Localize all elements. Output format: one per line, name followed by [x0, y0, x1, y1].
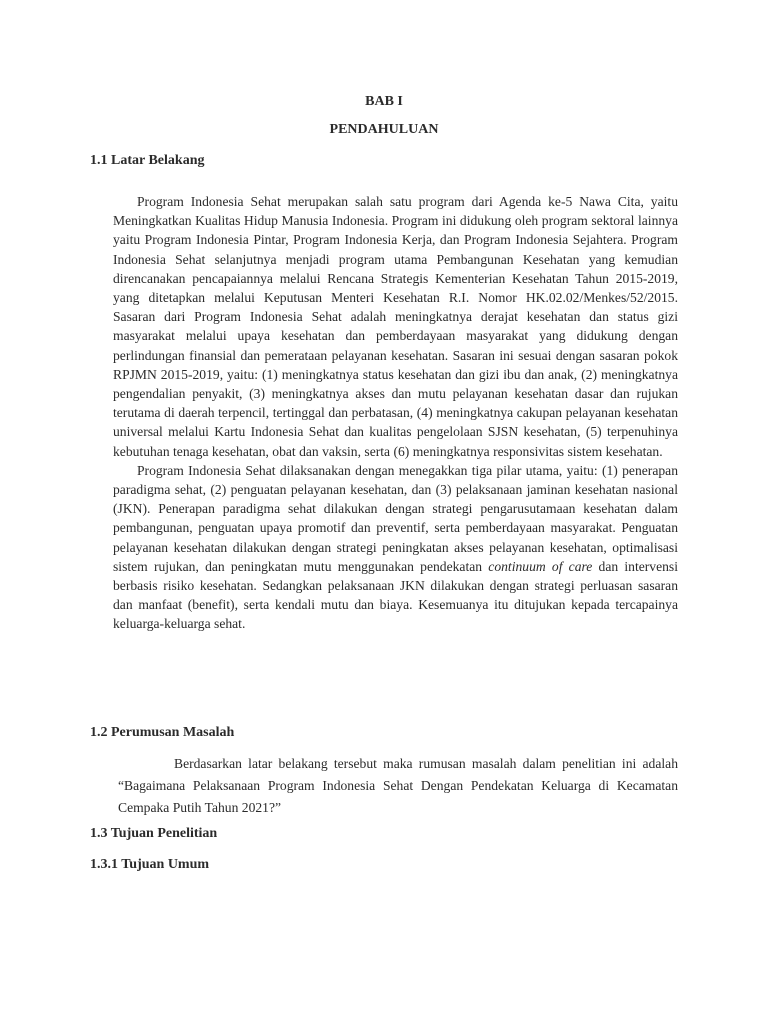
- paragraph-latar-belakang-2: [113, 461, 678, 634]
- chapter-number-text: BAB I: [365, 94, 403, 109]
- section-heading-1-1: 1.1 Latar Belakang: [90, 153, 205, 168]
- paragraph-2-italic-term: continuum of care: [488, 558, 593, 574]
- section-heading-1-3: 1.3 Tujuan Penelitian: [90, 826, 218, 841]
- paragraph-2-text-a: Program Indonesia Sehat dilaksanakan dengan menegakkan tiga pilar utama, yaitu: (1) penerapan paradigma sehat, (2) penguatan pelayanan kesehatan, dan (3) pelaksanaan jaminan kesehatan nasional (JKN). Penerapan paradigma sehat dilakukan dengan strategi pengarusutamaan kesehatan dalam pembangunan, penguatan upaya promotif dan preventif, serta pemberdayaan masyarakat. Penguatan pelayanan kesehatan dilakukan dengan strategi peningkatan akses pelayanan kesehatan, optimalisasi sistem rujukan, dan peningkatan mutu menggunakan pendekatan: [113, 462, 678, 574]
- section-heading-1-3-1: 1.3.1 Tujuan Umum: [90, 857, 210, 872]
- chapter-title: [0, 122, 768, 138]
- paragraph-2-text-b: dan intervensi berbasis risiko kesehatan. Sedangkan pelaksanaan JKN dilakukan dengan strategi perluasan sasaran dan manfaat (benefit), serta kendali mutu dan biaya. Kesemuanya itu ditujukan kepada tercapainya keluarga-keluarga sehat.: [113, 558, 678, 632]
- chapter-title-text: PENDAHULUAN: [329, 122, 439, 137]
- paragraph-perumusan-masalah: Berdasarkan latar belakang tersebut maka rumusan masalah dalam penelitian ini adalah “Bagaimana Pelaksanaan Program Indonesia Sehat Dengan Pendekatan Keluarga di Kecamatan Cempaka Putih Tahun 2021?”: [118, 756, 678, 815]
- section-1-1-body: [113, 192, 678, 634]
- section-heading-1-2: 1.2 Perumusan Masalah: [90, 725, 235, 740]
- paragraph-latar-belakang-1: Program Indonesia Sehat merupakan salah satu program dari Agenda ke-5 Nawa Cita, yaitu Meningkatkan Kualitas Hidup Manusia Indonesia. Program ini didukung oleh program sektoral lainnya yaitu Program Indonesia Pintar, Program Indonesia Kerja, dan Program Indonesia Sejahtera. Program Indonesia Sehat selanjutnya menjadi program utama Pembangunan Kesehatan yang kemudian direncanakan pencapaiannya melalui Rencana Strategis Kementerian Kesehatan Tahun 2015-2019, yang ditetapkan melalui Keputusan Menteri Kesehatan R.I. Nomor HK.02.02/Menkes/52/2015. Sasaran dari Program Indonesia Sehat adalah meningkatnya derajat kesehatan dan status gizi masyarakat melalui upaya kesehatan dan pemberdayaan masyarakat yang didukung dengan perlindungan finansial dan pemerataan pelayanan kesehatan. Sasaran ini sesuai dengan sasaran pokok RPJMN 2015-2019, yaitu: (1) meningkatnya status kesehatan dan gizi ibu dan anak, (2) meningkatnya pengendalian penyakit, (3) meningkatnya akses dan mutu pelayanan kesehatan dasar dan rujukan terutama di daerah terpencil, tertinggal dan perbatasan, (4) meningkatnya cakupan pelayanan kesehatan universal melalui Kartu Indonesia Sehat dan kualitas pengelolaan SJSN kesehatan, (5) terpenuhinya kebutuhan tenaga kesehatan, obat dan vaksin, serta (6) meningkatnya responsivitas sistem kesehatan.: [113, 194, 678, 459]
- chapter-number: [0, 94, 768, 110]
